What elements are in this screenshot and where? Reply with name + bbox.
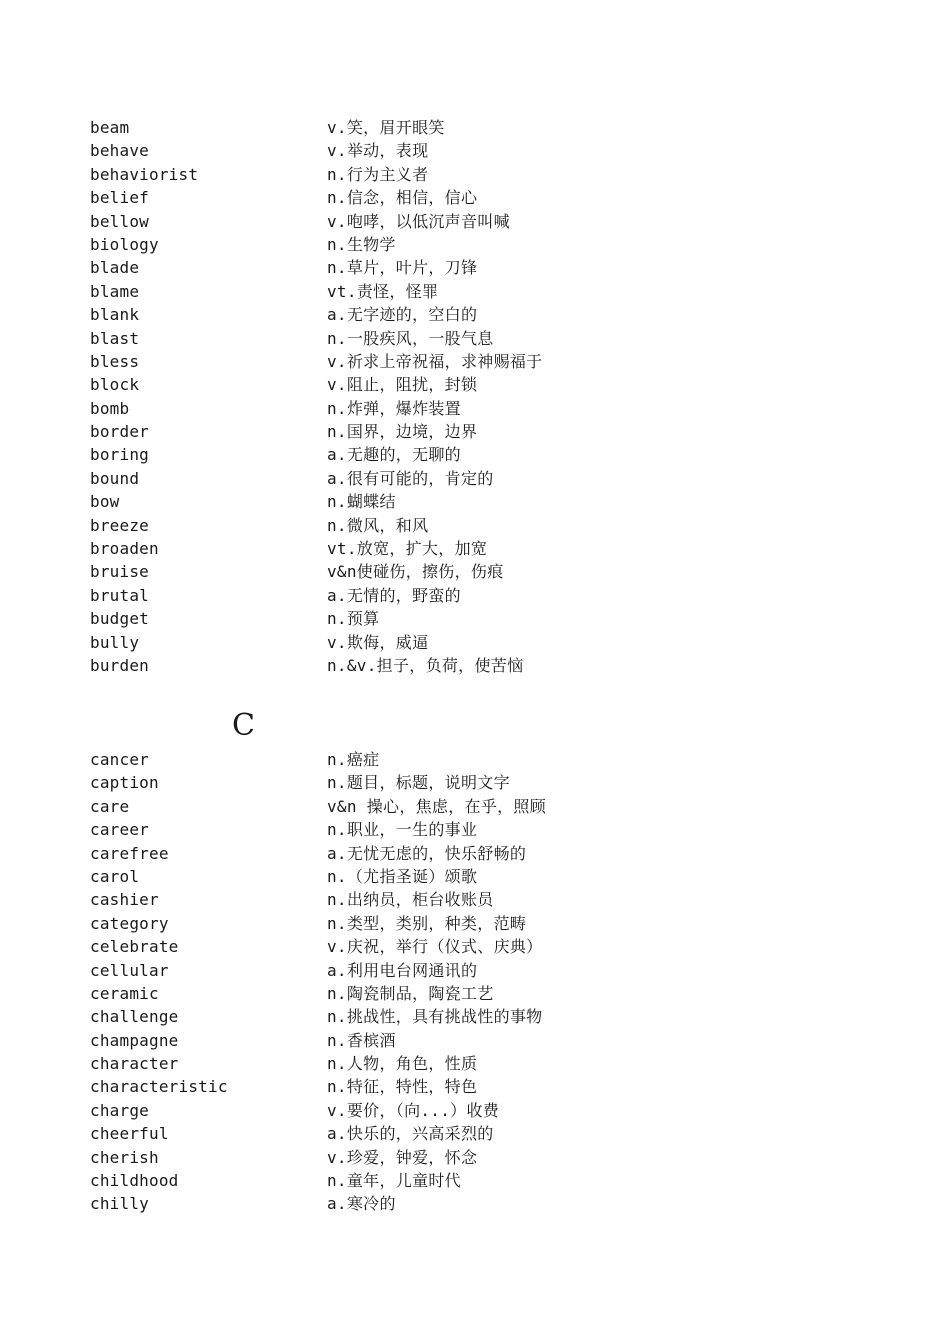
vocab-definition: n.香槟酒 xyxy=(327,1030,396,1050)
vocab-entry-row xyxy=(90,256,870,279)
vocab-entry-row xyxy=(90,818,870,841)
vocab-entry-row xyxy=(90,420,870,443)
vocab-definition: a.无趣的，无聊的 xyxy=(327,445,461,465)
word-list-c xyxy=(90,748,870,1216)
vocab-word: blade xyxy=(90,258,140,278)
vocab-definition: n.行为主义者 xyxy=(327,164,429,184)
vocab-entry-row xyxy=(90,327,870,350)
vocab-definition: v.庆祝，举行（仪式、庆典） xyxy=(327,937,543,957)
vocab-entry-row xyxy=(90,982,870,1005)
vocab-word: blank xyxy=(90,305,140,325)
vocab-definition: v.欺侮，威逼 xyxy=(327,632,429,652)
section-heading-c: C xyxy=(232,708,255,743)
vocab-definition: n.出纳员，柜台收账员 xyxy=(327,890,494,910)
vocab-word: cashier xyxy=(90,890,159,910)
vocab-entry-row xyxy=(90,350,870,373)
vocab-entry-row xyxy=(90,1075,870,1098)
vocab-definition: n.国界，边境，边界 xyxy=(327,422,478,442)
vocab-entry-row xyxy=(90,163,870,186)
vocab-definition: a.无忧无虑的，快乐舒畅的 xyxy=(327,843,527,863)
vocab-entry-row xyxy=(90,280,870,303)
vocab-definition: a.利用电台网通讯的 xyxy=(327,960,478,980)
vocab-definition: n.挑战性，具有挑战性的事物 xyxy=(327,1007,543,1027)
vocab-entry-row xyxy=(90,959,870,982)
vocab-definition: n.&v.担子，负荷，使苦恼 xyxy=(327,655,524,675)
vocab-definition: v.举动，表现 xyxy=(327,141,429,161)
vocab-word: chilly xyxy=(90,1194,149,1214)
vocab-word: beam xyxy=(90,118,130,137)
vocab-word: burden xyxy=(90,655,149,675)
vocab-definition: v.祈求上帝祝福，求神赐福于 xyxy=(327,351,543,371)
vocab-definition: n.职业，一生的事业 xyxy=(327,820,478,840)
vocab-word: bound xyxy=(90,468,140,488)
vocab-definition: a.快乐的，兴高采烈的 xyxy=(327,1124,494,1144)
vocab-word: border xyxy=(90,422,149,442)
vocab-word: cherish xyxy=(90,1147,159,1167)
vocab-entry-row xyxy=(90,935,870,958)
vocab-definition: n.信念，相信，信心 xyxy=(327,188,478,208)
vocab-definition: n.人物，角色，性质 xyxy=(327,1054,478,1074)
vocab-word: blast xyxy=(90,328,140,348)
vocab-entry-row xyxy=(90,842,870,865)
vocab-entry-row xyxy=(90,560,870,583)
vocab-definition: a.寒冷的 xyxy=(327,1194,396,1214)
vocab-entry-row xyxy=(90,397,870,420)
vocab-entry-row xyxy=(90,888,870,911)
vocab-entry-row xyxy=(90,654,870,677)
vocab-definition: n.类型，类别，种类，范畴 xyxy=(327,913,527,933)
vocab-definition: v.咆哮，以低沉声音叫喊 xyxy=(327,211,510,231)
vocab-entry-row xyxy=(90,373,870,396)
vocab-entry-row xyxy=(90,186,870,209)
vocab-entry-row xyxy=(90,1192,870,1215)
vocab-entry-row xyxy=(90,865,870,888)
vocab-word: cancer xyxy=(90,750,149,769)
vocab-entry-row xyxy=(90,771,870,794)
vocab-definition: v.阻止，阻扰，封锁 xyxy=(327,375,478,395)
vocab-definition: n.癌症 xyxy=(327,750,380,769)
vocab-word: behave xyxy=(90,141,149,161)
vocab-word: career xyxy=(90,820,149,840)
vocab-word: caption xyxy=(90,773,159,793)
vocab-word: budget xyxy=(90,609,149,629)
vocab-entry-row xyxy=(90,467,870,490)
vocab-entry-row xyxy=(90,631,870,654)
vocab-word: bless xyxy=(90,351,140,371)
vocab-word: cellular xyxy=(90,960,169,980)
vocab-definition: n.预算 xyxy=(327,609,380,629)
vocab-definition: n.微风，和风 xyxy=(327,515,429,535)
vocab-definition: n.特征，特性，特色 xyxy=(327,1077,478,1097)
vocab-word: carol xyxy=(90,866,140,886)
vocab-word: challenge xyxy=(90,1007,179,1027)
vocab-entry-row xyxy=(90,1005,870,1028)
vocab-definition: n.一股疾风，一股气息 xyxy=(327,328,494,348)
vocab-entry-row xyxy=(90,1099,870,1122)
vocab-entry-row xyxy=(90,490,870,513)
vocab-entry-row xyxy=(90,912,870,935)
vocab-definition: v.要价，（向...）收费 xyxy=(327,1100,500,1120)
vocab-definition: v.笑，眉开眼笑 xyxy=(327,118,445,137)
vocab-entry-row xyxy=(90,537,870,560)
vocab-word: ceramic xyxy=(90,983,159,1003)
vocab-definition: n.生物学 xyxy=(327,234,396,254)
vocab-definition: n.蝴蝶结 xyxy=(327,492,396,512)
vocab-entry-row xyxy=(90,607,870,630)
vocab-entry-row xyxy=(90,139,870,162)
vocab-entry-row xyxy=(90,1146,870,1169)
vocab-word: brutal xyxy=(90,585,149,605)
vocab-entry-row xyxy=(90,748,870,771)
vocab-definition: v.珍爱，钟爱，怀念 xyxy=(327,1147,478,1167)
vocab-word: biology xyxy=(90,234,159,254)
vocab-entry-row xyxy=(90,1029,870,1052)
vocab-entry-row xyxy=(90,1169,870,1192)
vocab-definition: n.（尤指圣诞）颂歌 xyxy=(327,866,478,886)
vocab-word: carefree xyxy=(90,843,169,863)
vocab-entry-row xyxy=(90,584,870,607)
vocab-definition: n.题目，标题，说明文字 xyxy=(327,773,510,793)
vocab-word: cheerful xyxy=(90,1124,169,1144)
vocab-definition: a.无情的，野蛮的 xyxy=(327,585,461,605)
vocab-word: belief xyxy=(90,188,149,208)
vocab-word: blame xyxy=(90,281,140,301)
vocab-entry-row xyxy=(90,1122,870,1145)
vocab-word: bomb xyxy=(90,398,130,418)
vocab-definition: n.童年，儿童时代 xyxy=(327,1171,461,1191)
vocab-entry-row xyxy=(90,210,870,233)
vocab-definition: n.炸弹，爆炸装置 xyxy=(327,398,461,418)
vocab-entry-row xyxy=(90,303,870,326)
vocab-entry-row xyxy=(90,443,870,466)
vocab-definition: vt.放宽，扩大，加宽 xyxy=(327,539,488,559)
vocab-definition: n.草片，叶片，刀锋 xyxy=(327,258,478,278)
vocab-word: category xyxy=(90,913,169,933)
vocab-definition: v&n 操心，焦虑，在乎，照顾 xyxy=(327,796,547,816)
vocab-entry-row xyxy=(90,514,870,537)
vocab-definition: n.陶瓷制品，陶瓷工艺 xyxy=(327,983,494,1003)
vocab-definition: a.很有可能的，肯定的 xyxy=(327,468,494,488)
vocab-word: celebrate xyxy=(90,937,179,957)
word-list-b xyxy=(90,116,870,677)
vocab-word: characteristic xyxy=(90,1077,228,1097)
vocab-word: childhood xyxy=(90,1171,179,1191)
vocab-definition: a.无字迹的，空白的 xyxy=(327,305,478,325)
vocab-word: bruise xyxy=(90,562,149,582)
vocab-word: behaviorist xyxy=(90,164,199,184)
vocab-word: broaden xyxy=(90,539,159,559)
vocab-entry-row xyxy=(90,795,870,818)
vocab-definition: v&n使碰伤，擦伤，伤痕 xyxy=(327,562,504,582)
vocab-word: boring xyxy=(90,445,149,465)
vocab-entry-row xyxy=(90,233,870,256)
vocab-entry-row xyxy=(90,1052,870,1075)
vocab-word: charge xyxy=(90,1100,149,1120)
vocab-word: champagne xyxy=(90,1030,179,1050)
vocab-word: breeze xyxy=(90,515,149,535)
vocab-word: bow xyxy=(90,492,120,512)
vocab-word: character xyxy=(90,1054,179,1074)
vocab-entry-row xyxy=(90,116,870,139)
vocab-word: bully xyxy=(90,632,140,652)
vocab-word: block xyxy=(90,375,140,395)
vocab-definition: vt.责怪，怪罪 xyxy=(327,281,439,301)
vocab-word: bellow xyxy=(90,211,149,231)
vocab-word: care xyxy=(90,796,130,816)
